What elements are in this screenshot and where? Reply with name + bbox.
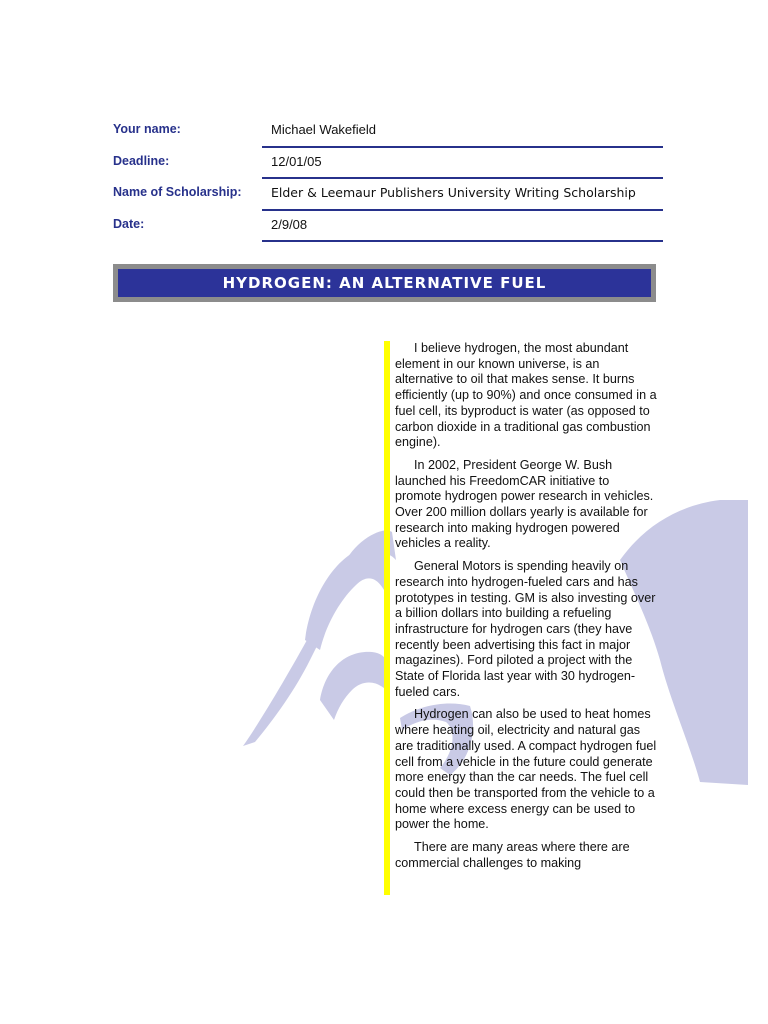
date-value: 2/9/08 <box>271 216 308 232</box>
deadline-value: 12/01/05 <box>271 153 322 169</box>
your-name-value: Michael Wakefield <box>271 122 377 137</box>
info-row-name <box>113 116 663 148</box>
essay-body <box>395 341 657 879</box>
divider-line <box>262 240 663 242</box>
info-row-date <box>113 211 663 243</box>
essay-paragraph: There are many areas where there are commercial challenges to making <box>395 840 630 870</box>
essay-paragraph: I believe hydrogen, the most abundant element in our known universe, is an alternative to oil that makes sense. It burns efficiently (up to 90%) and once consumed in a fuel cell, its byproduct is water (as opposed to carbon dioxide in a traditional gas combustion engine). <box>395 341 657 450</box>
deadline-label: Deadline: <box>113 153 170 168</box>
essay-paragraph: In 2002, President George W. Bush launched his FreedomCAR initiative to promote hydrogen power research in vehicles. Over 200 million dollars yearly is available for research into making hydrogen powered vehicles a reality. <box>395 457 654 551</box>
info-row-deadline <box>113 148 663 180</box>
essay-paragraph: Hydrogen can also be used to heat homes where heating oil, electricity and natural gas are traditionally used. A compact hydrogen fuel cell from a vehicle in the future could generate more energy than the car needs. The fuel cell could then be transported from the vehicle to a home where excess energy can be used to power the home. <box>395 707 657 832</box>
scholarship-name-label: Name of Scholarship: <box>113 185 242 199</box>
essay-paragraph: General Motors is spending heavily on research into hydrogen-fueled cars and has prototypes in testing. GM is also investing over a billion dollars into building a refueling infrastructure for hydrogen cars (they have recently been advertising this fact in major magazines). Ford piloted a project with the State of Florida last year with 30 hydrogen-fueled cars. <box>395 559 656 699</box>
accent-bar <box>384 341 390 895</box>
info-row-scholarship <box>113 179 663 211</box>
your-name-label: Your name: <box>113 122 181 136</box>
scholarship-name-value: Elder & Leemaur Publishers University Writing Scholarship <box>271 185 636 200</box>
essay-title-banner <box>113 264 656 302</box>
date-label: Date: <box>113 216 145 231</box>
essay-title: HYDROGEN: AN ALTERNATIVE FUEL <box>118 269 651 297</box>
scholarship-info-table <box>113 116 663 242</box>
